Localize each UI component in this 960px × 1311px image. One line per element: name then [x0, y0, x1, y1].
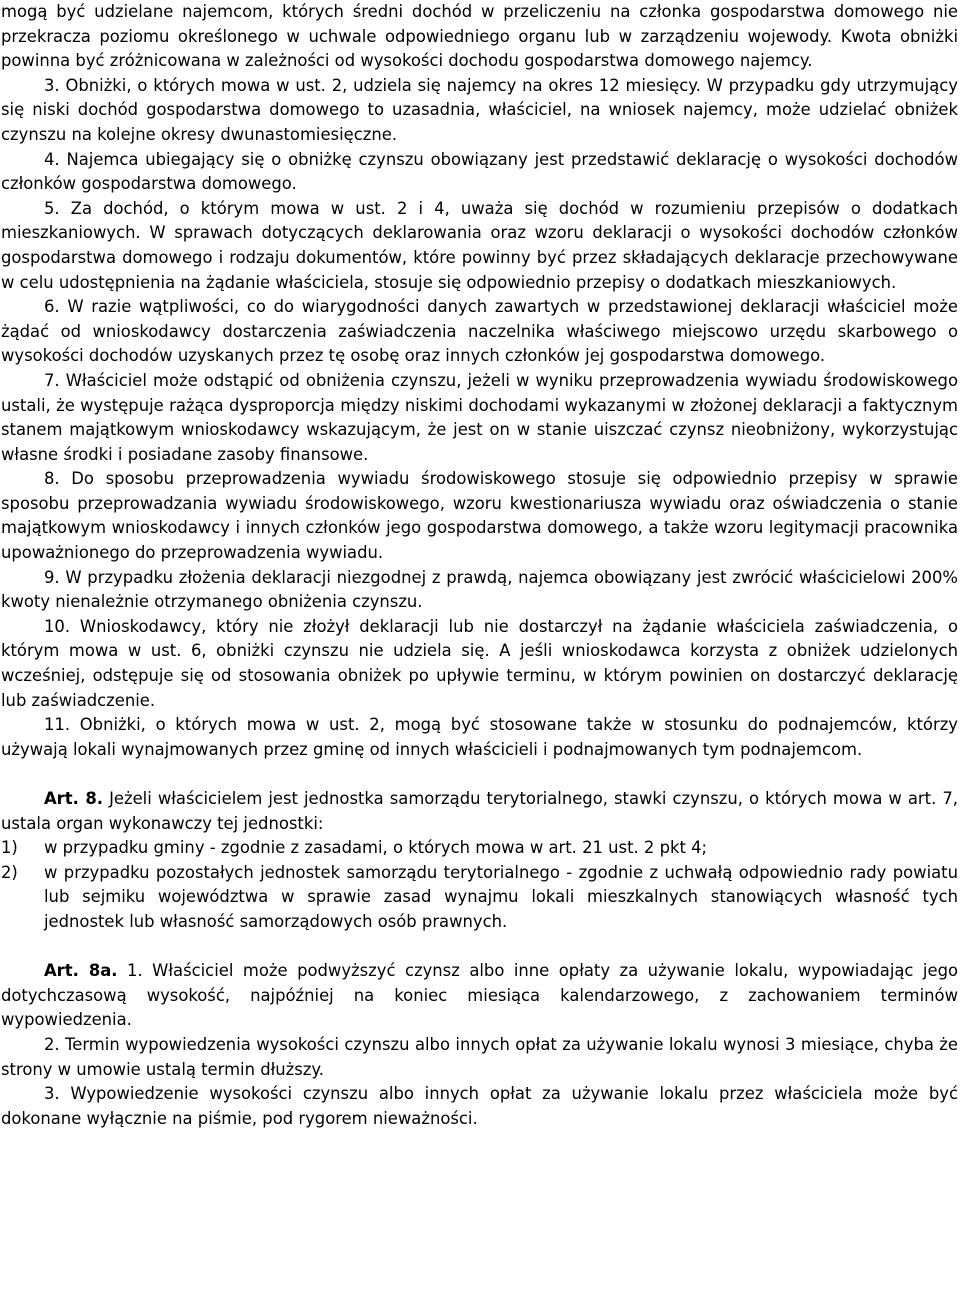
paragraph-ust-11: 11. Obniżki, o których mowa w ust. 2, mogą być stosowane także w stosunku do podnajemców, którzy używają lokali wynajmowanych przez gminę od innych właścicieli i podnajmowanych tym podnajemcom.	[1, 715, 958, 759]
list-item	[1, 836, 958, 861]
list-item-number: 1)	[1, 838, 18, 858]
paragraph-ust-6: 6. W razie wątpliwości, co do wiarygodności danych zawartych w przedstawionej deklaracji właściciel może żądać od wnioskodawcy dostarczenia zaświadczenia naczelnika właściwego miejscowo urzędu skarbowego o wysokości dochodów uzyskanych przez tę osobę oraz innych członków jej gospodarstwa domowego.	[1, 297, 958, 366]
paragraph-ust-3: 3. Obniżki, o których mowa w ust. 2, udziela się najemcy na okres 12 miesięcy. W przypadku gdy utrzymujący się niski dochód gospodarstwa domowego to uzasadnia, właściciel, na wniosek najemcy, może udzielać obniżek czynszu na kolejne okresy dwunastomiesięczne.	[1, 75, 958, 144]
list-item	[1, 861, 958, 935]
paragraph-ust-8: 8. Do sposobu przeprowadzenia wywiadu środowiskowego stosuje się odpowiednio przepisy w sprawie sposobu przeprowadzania wywiadu środowiskowego, wzoru kwestionariusza wywiadu oraz oświadczenia o stanie majątkowym wnioskodawcy i innych członków jego gospodarstwa domowego, a także wzoru legitymacji pracownika upoważnionego do przeprowadzenia wywiadu.	[1, 469, 958, 563]
list-item-number: 2)	[1, 862, 18, 882]
paragraph-ust-5: 5. Za dochód, o którym mowa w ust. 2 i 4, uważa się dochód w rozumieniu przepisów o dodatkach mieszkaniowych. W sprawach dotyczących deklarowania oraz wzoru deklaracji o wysokości dochodów członków gospodarstwa domowego i rodzaju dokumentów, które powinny być przez składających deklaracje przechowywane w celu udostępnienia na żądanie właściciela, stosuje się odpowiednio przepisy o dodatkach mieszkaniowych.	[1, 198, 958, 292]
paragraph-ust-10: 10. Wnioskodawcy, który nie złożył deklaracji lub nie dostarczył na żądanie właściciela zaświadczenia, o którym mowa w ust. 6, obniżki czynszu nie udziela się. A jeśli wnioskodawca korzysta z obniżek udzielonych wcześniej, odstępuje się od stosowania obniżek po upływie terminu, w którym powinien on dostarczyć deklarację lub zaświadczenie.	[1, 616, 958, 710]
article-8-intro	[1, 787, 958, 836]
article-8-label: Art. 8.	[44, 789, 104, 808]
article-8a-ust-2: 2. Termin wypowiedzenia wysokości czynszu albo innych opłat za używanie lokalu wynosi 3 miesiące, chyba że strony w umowie ustalą termin dłuższy.	[1, 1034, 958, 1079]
list-item-text: w przypadku pozostałych jednostek samorządu terytorialnego - zgodnie z uchwałą odpowiednio rady powiatu lub sejmiku województwa w sprawie zasad wynajmu lokali mieszkalnych stanowiących własność tych jednostek lub własność samorządowych osób prawnych.	[44, 862, 958, 931]
spacer	[1, 762, 958, 787]
article-8a-label: Art. 8a.	[44, 961, 118, 981]
list-item-text: w przypadku gminy - zgodnie z zasadami, o których mowa w art. 21 ust. 2 pkt 4;	[44, 838, 708, 858]
paragraph-continuation: mogą być udzielane najemcom, których średni dochód w przeliczeniu na członka gospodarstwa domowego nie przekracza poziomu określonego w uchwale odpowiedniego organu lub w zarządzeniu wojewody. Kwota obniżki powinna być zróżnicowana w zależności od wysokości dochodu gospodarstwa domowego najemcy.	[1, 2, 958, 71]
article-8a-ust-1	[1, 959, 958, 1033]
spacer	[1, 935, 958, 960]
paragraph-ust-4: 4. Najemca ubiegający się o obniżkę czynszu obowiązany jest przedstawić deklarację o wysokości dochodów członków gospodarstwa domowego.	[1, 149, 958, 194]
paragraph-ust-7: 7. Właściciel może odstąpić od obniżenia czynszu, jeżeli w wyniku przeprowadzenia wywiadu środowiskowego ustali, że występuje rażąca dysproporcja między niskimi dochodami wykazanymi w złożonej deklaracji a faktycznym stanem majątkowym wnioskodawcy wskazującym, że jest on w stanie uiszczać czynsz nieobniżony, wykorzystując własne środki i posiadane zasoby finansowe.	[1, 370, 958, 464]
article-8a-ust-3: 3. Wypowiedzenie wysokości czynszu albo innych opłat za używanie lokalu przez właściciela może być dokonane wyłącznie na piśmie, pod rygorem nieważności.	[1, 1084, 958, 1128]
article-8-text: Jeżeli właścicielem jest jednostka samorządu terytorialnego, stawki czynszu, o których mowa w art. 7, ustala organ wykonawczy tej jednostki:	[1, 789, 958, 833]
article-8a-ust-1-text: 1. Właściciel może podwyższyć czynsz albo inne opłaty za używanie lokalu, wypowiadając jego dotychczasową wysokość, najpóźniej na koniec miesiąca kalendarzowego, z zachowaniem terminów wypowiedzenia.	[1, 961, 959, 1030]
article-8-list	[1, 836, 958, 934]
paragraph-ust-9: 9. W przypadku złożenia deklaracji niezgodnej z prawdą, najemca obowiązany jest zwrócić właścicielowi 200% kwoty nienależnie otrzymanego obniżenia czynszu.	[1, 567, 958, 612]
